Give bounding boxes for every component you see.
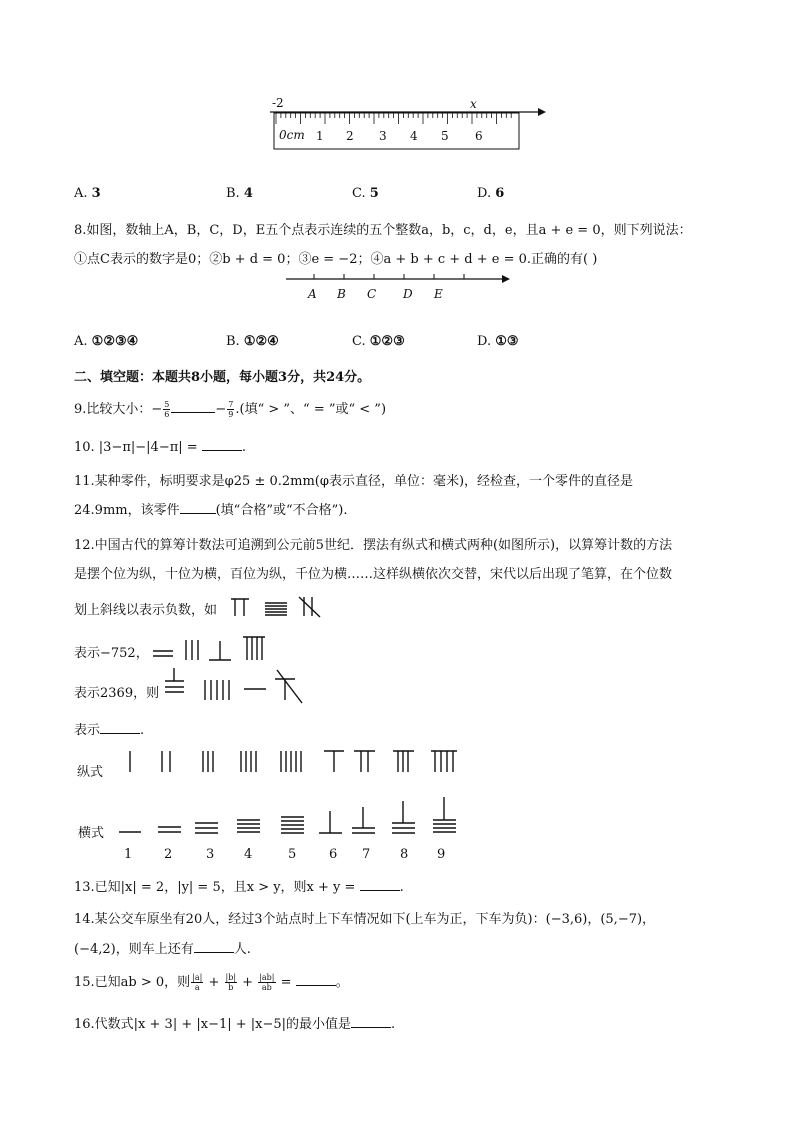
q14-line2-post: 人. bbox=[233, 942, 251, 957]
q9-prefix: 9.比较大小：− bbox=[74, 402, 163, 417]
vertical-3 bbox=[203, 751, 213, 772]
denominator: 6 bbox=[164, 410, 170, 419]
horizontal-8 bbox=[392, 801, 415, 833]
q15-equals: = bbox=[280, 975, 292, 990]
choice-letter: B. bbox=[226, 334, 240, 349]
ruler-unit-label: 0cm bbox=[279, 128, 305, 142]
vertical-7 bbox=[354, 751, 375, 772]
rod-digit-b bbox=[205, 680, 229, 700]
denominator: ab bbox=[261, 983, 272, 992]
vertical-6 bbox=[324, 751, 344, 772]
q8-point-label: E bbox=[434, 287, 443, 301]
rod-example-question bbox=[165, 668, 302, 703]
q15-prefix: 15.已知ab > 0，则 bbox=[74, 975, 191, 990]
choice-value: 4 bbox=[243, 186, 253, 201]
numerator: |ab| bbox=[259, 973, 275, 982]
vertical-forms-row bbox=[130, 751, 457, 772]
q8-point-label: B bbox=[337, 287, 346, 301]
ruler-number-label: 3 bbox=[379, 129, 387, 143]
rod-thousands-2 bbox=[153, 651, 173, 656]
q15-fraction-ab bbox=[258, 973, 275, 992]
rod-tens-5 bbox=[265, 603, 287, 615]
vertical-forms-label: 纵式 bbox=[77, 765, 104, 780]
q15-end: 。 bbox=[335, 975, 349, 990]
q11-line1: 11.某种零件，标明要求是φ25 ± 0.2mm(φ表示直径，单位：毫米)，经检查，一个零件的直径是 bbox=[74, 474, 634, 489]
q15-fraction-b bbox=[225, 973, 238, 992]
rod-digit-label: 9 bbox=[437, 847, 446, 862]
horizontal-7 bbox=[352, 807, 375, 833]
q14-line2 bbox=[74, 938, 251, 957]
q15-fraction-a bbox=[191, 973, 203, 992]
q10-text: 10. |3−π|−|4−π| = bbox=[74, 440, 198, 455]
rod-tens-6 bbox=[209, 641, 231, 660]
ruler-number-label: 2 bbox=[346, 129, 354, 143]
q11-line2-pre: 24.9mm，该零件 bbox=[74, 503, 180, 518]
q16 bbox=[74, 1013, 395, 1032]
q8-point-label: C bbox=[367, 287, 377, 301]
rod-hundreds-3 bbox=[186, 640, 198, 660]
horizontal-9 bbox=[433, 797, 456, 832]
numerator: |a| bbox=[192, 973, 203, 982]
q11-line2-post: (填“合格”或“不合格”). bbox=[215, 503, 348, 518]
denominator: b bbox=[228, 983, 234, 992]
ruler-x-label: x bbox=[470, 97, 477, 111]
rod-example-2369 bbox=[153, 637, 265, 660]
choice-letter: A. bbox=[74, 186, 88, 201]
choice-value: ①②③④ bbox=[91, 334, 139, 349]
rod-units-2-negative bbox=[299, 597, 320, 617]
choice-letter: C. bbox=[352, 334, 366, 349]
q15: 15.已知ab > 0，则 $\frac{|a|}{a}$ + $\frac{|b|}{b}$ + $\frac{|ab|}{ab}$ = 。 bbox=[74, 973, 349, 992]
rod-digit-label: 5 bbox=[288, 847, 297, 862]
q8-line2: ①点C表示的数字是0；②b + d = 0；③e = −2；④a + b + c + d + e = 0.正确的有( ) bbox=[74, 252, 598, 267]
denominator: a bbox=[194, 983, 200, 992]
denominator: 9 bbox=[228, 410, 234, 419]
q14-line1: 14.某公交车原坐有20人，经过3个站点时上下车情况如下(上车为正，下车为负)：(−3,6)，(5,−7)， bbox=[74, 912, 656, 927]
vertical-2 bbox=[162, 751, 170, 772]
vertical-4 bbox=[241, 751, 256, 772]
rod-units-9 bbox=[243, 637, 265, 660]
numerator: 5 bbox=[164, 400, 170, 409]
rod-digit-label: 2 bbox=[164, 847, 173, 862]
ruler-number-label: 5 bbox=[441, 129, 449, 143]
q13 bbox=[74, 876, 404, 895]
q12-line3: 划上斜线以表示负数，如 bbox=[74, 603, 218, 618]
choice-letter: A. bbox=[74, 334, 88, 349]
rod-digit-label: 8 bbox=[400, 847, 409, 862]
numerator: 7 bbox=[228, 400, 234, 409]
q12-line6-text: 表示 bbox=[74, 723, 101, 738]
choice-letter: B. bbox=[226, 186, 240, 201]
horizontal-5 bbox=[281, 817, 304, 833]
q8-line1: 8.如图，数轴上A，B，C，D，E五个点表示连续的五个整数a，b，c，d，e，且a + e = 0，则下列说法： bbox=[74, 223, 692, 238]
rod-digit-label: 7 bbox=[362, 847, 371, 862]
q8-point-label: A bbox=[308, 287, 317, 301]
rod-digit-label: 1 bbox=[124, 847, 133, 862]
rod-digit-a bbox=[165, 668, 184, 692]
vertical-5 bbox=[281, 751, 301, 772]
q12-line6-end: . bbox=[140, 723, 145, 738]
vertical-9 bbox=[431, 751, 457, 772]
ruler-number-label: 6 bbox=[475, 129, 483, 143]
rod-hundreds-7 bbox=[231, 599, 249, 616]
ruler-number-label: 4 bbox=[410, 129, 418, 143]
q13-answer-blank[interactable] bbox=[360, 878, 400, 891]
ruler-number-label: 1 bbox=[316, 129, 324, 143]
q9-suffix: .(填“ > ”、“ = ”或“ < ”) bbox=[235, 402, 387, 417]
choice-value: ①③ bbox=[495, 334, 519, 349]
choice-letter: D. bbox=[477, 186, 492, 201]
section-heading: 二、填空题：本题共8小题，每小题3分，共24分。 bbox=[74, 370, 371, 385]
vertical-8 bbox=[393, 751, 414, 772]
q12-line1: 12.中国古代的算筹计数法可追溯到公元前5世纪．摆法有纵式和横式两种(如图所示)，以算筹计数的方法 bbox=[74, 538, 673, 553]
q14-answer-blank[interactable] bbox=[194, 940, 234, 953]
choice-value: 5 bbox=[369, 186, 379, 201]
q16-end: . bbox=[391, 1017, 396, 1032]
horizontal-forms-row bbox=[119, 797, 456, 833]
rod-example-neg-752 bbox=[231, 597, 320, 617]
rod-digit-label: 6 bbox=[329, 847, 338, 862]
q12-line2: 是摆个位为纵，十位为横，百位为纵，千位为横……这样纵横依次交替，宋代以后出现了笔算，在个位数 bbox=[74, 567, 673, 582]
q15-answer-blank[interactable] bbox=[296, 973, 336, 986]
rod-digit-label: 4 bbox=[244, 847, 253, 862]
horizontal-4 bbox=[237, 820, 260, 832]
q16-text: 16.代数式|x + 3| + |x−1| + |x−5|的最小值是 bbox=[74, 1017, 352, 1032]
q14-line2-pre: (−4,2)，则车上还有 bbox=[74, 942, 194, 957]
choice-value: ①②④ bbox=[243, 334, 279, 349]
q12-line4: 表示−752， bbox=[74, 646, 149, 661]
q8-point-label: D bbox=[403, 287, 413, 301]
rod-digit-label: 3 bbox=[206, 847, 215, 862]
q9-minus: − bbox=[215, 402, 227, 417]
rod-digit-d-negative bbox=[275, 670, 302, 703]
choice-letter: C. bbox=[352, 186, 366, 201]
q16-answer-blank[interactable] bbox=[351, 1015, 391, 1028]
choice-letter: D. bbox=[477, 334, 492, 349]
numerator: |b| bbox=[225, 973, 237, 982]
horizontal-3 bbox=[195, 823, 218, 833]
q13-end: . bbox=[399, 880, 404, 895]
horizontal-6 bbox=[319, 811, 342, 833]
horizontal-forms-label: 横式 bbox=[78, 826, 105, 841]
q12-line5: 表示2369，则 bbox=[74, 686, 160, 701]
horizontal-2 bbox=[158, 827, 181, 832]
choice-value: ①②③ bbox=[369, 334, 405, 349]
choice-value: 6 bbox=[495, 186, 505, 201]
q13-text: 13.已知|x| = 2，|y| = 5，且x > y，则x + y = bbox=[74, 880, 356, 895]
q10-end: . bbox=[241, 440, 246, 455]
choice-value: 3 bbox=[91, 186, 101, 201]
ruler-left-label: -2 bbox=[272, 96, 284, 110]
